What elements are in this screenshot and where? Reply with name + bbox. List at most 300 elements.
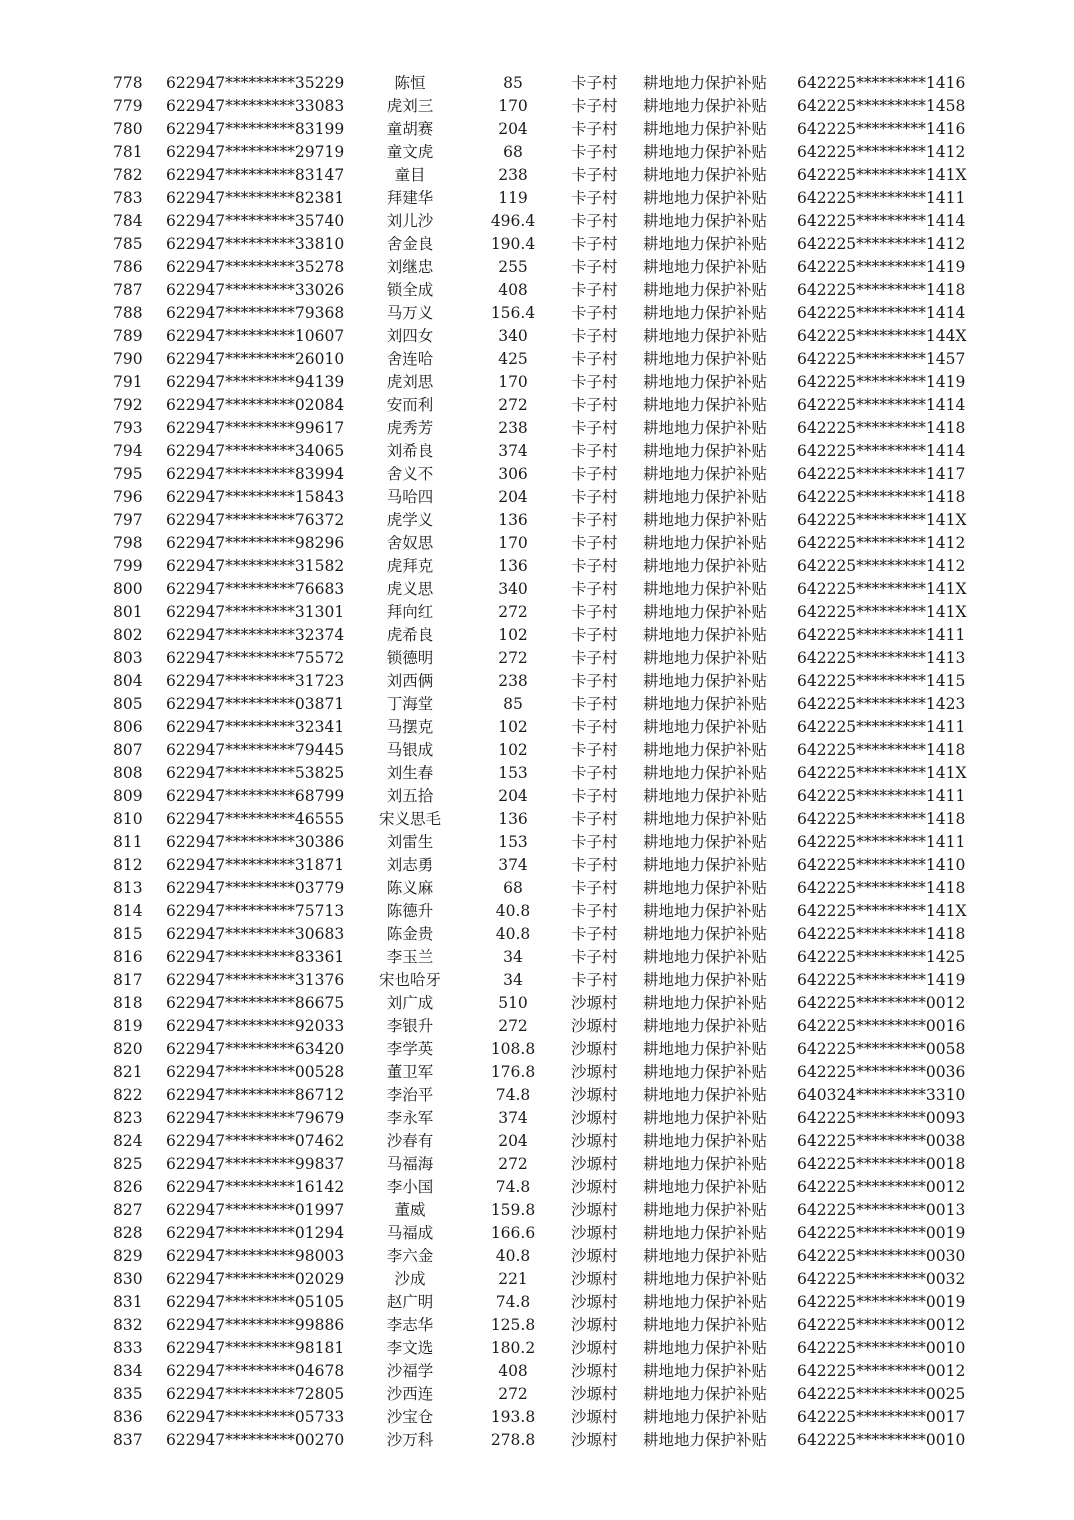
row-number: 783 xyxy=(113,189,143,207)
subsidy-type: 耕地地力保护补贴 xyxy=(643,1408,768,1426)
subsidy-amount: 166.6 xyxy=(490,1224,536,1242)
table-row xyxy=(0,693,1074,716)
subsidy-type: 耕地地力保护补贴 xyxy=(643,879,768,897)
subsidy-amount: 374 xyxy=(498,856,528,874)
village-name: 沙塬村 xyxy=(571,1040,618,1058)
village-name: 卡子村 xyxy=(571,304,618,322)
account-number: 622947*********03779 xyxy=(166,879,345,897)
row-number: 789 xyxy=(113,327,143,345)
person-name: 虎刘思 xyxy=(386,373,434,391)
person-name: 刘儿沙 xyxy=(386,212,434,230)
village-name: 沙塬村 xyxy=(571,1109,618,1127)
person-name: 刘志勇 xyxy=(386,856,434,874)
row-number: 779 xyxy=(113,97,143,115)
table-row xyxy=(0,1222,1074,1245)
village-name: 卡子村 xyxy=(571,396,618,414)
id-number: 642225*********1414 xyxy=(797,304,966,322)
subsidy-amount: 170 xyxy=(498,97,528,115)
account-number: 622947*********99886 xyxy=(166,1316,345,1334)
person-name: 李治平 xyxy=(386,1086,434,1104)
subsidy-amount: 102 xyxy=(498,718,528,736)
table-row xyxy=(0,1337,1074,1360)
subsidy-type: 耕地地力保护补贴 xyxy=(643,948,768,966)
account-number: 622947*********79679 xyxy=(166,1109,345,1127)
subsidy-type: 耕地地力保护补贴 xyxy=(643,1270,768,1288)
row-number: 821 xyxy=(113,1063,143,1081)
id-number: 642225*********1411 xyxy=(797,718,966,736)
subsidy-type: 耕地地力保护补贴 xyxy=(643,212,768,230)
subsidy-amount: 272 xyxy=(498,603,528,621)
account-number: 622947*********83199 xyxy=(166,120,345,138)
id-number: 642225*********0012 xyxy=(797,1362,966,1380)
row-number: 788 xyxy=(113,304,143,322)
person-name: 沙成 xyxy=(394,1270,426,1288)
id-number: 642225*********0038 xyxy=(797,1132,966,1150)
subsidy-type: 耕地地力保护补贴 xyxy=(643,1201,768,1219)
account-number: 622947*********98296 xyxy=(166,534,345,552)
subsidy-type: 耕地地力保护补贴 xyxy=(643,810,768,828)
account-number: 622947*********46555 xyxy=(166,810,345,828)
id-number: 642225*********1416 xyxy=(797,74,966,92)
village-name: 卡子村 xyxy=(571,580,618,598)
person-name: 虎学义 xyxy=(386,511,434,529)
village-name: 卡子村 xyxy=(571,189,618,207)
village-name: 卡子村 xyxy=(571,902,618,920)
id-number: 642225*********0017 xyxy=(797,1408,966,1426)
person-name: 宋也哈牙 xyxy=(378,971,441,989)
account-number: 622947*********30683 xyxy=(166,925,345,943)
account-number: 622947*********31301 xyxy=(166,603,345,621)
table-row xyxy=(0,624,1074,647)
account-number: 622947*********76683 xyxy=(166,580,345,598)
subsidy-amount: 119 xyxy=(498,189,528,207)
subsidy-amount: 74.8 xyxy=(495,1293,531,1311)
subsidy-amount: 204 xyxy=(498,120,528,138)
account-number: 622947*********31723 xyxy=(166,672,345,690)
subsidy-type: 耕地地力保护补贴 xyxy=(643,511,768,529)
village-name: 沙塬村 xyxy=(571,1408,618,1426)
account-number: 622947*********83994 xyxy=(166,465,345,483)
id-number: 642225*********1412 xyxy=(797,235,966,253)
account-number: 622947*********31582 xyxy=(166,557,345,575)
table-row xyxy=(0,716,1074,739)
person-name: 拜建华 xyxy=(386,189,434,207)
table-row xyxy=(0,95,1074,118)
village-name: 卡子村 xyxy=(571,373,618,391)
subsidy-type: 耕地地力保护补贴 xyxy=(643,764,768,782)
subsidy-amount: 238 xyxy=(498,672,528,690)
subsidy-amount: 255 xyxy=(498,258,528,276)
table-row xyxy=(0,233,1074,256)
person-name: 董卫军 xyxy=(386,1063,434,1081)
table-row xyxy=(0,1406,1074,1429)
person-name: 陈金贵 xyxy=(386,925,434,943)
table-row xyxy=(0,601,1074,624)
subsidy-type: 耕地地力保护补贴 xyxy=(643,350,768,368)
row-number: 812 xyxy=(113,856,143,874)
account-number: 622947*********31871 xyxy=(166,856,345,874)
id-number: 642225*********1418 xyxy=(797,810,966,828)
village-name: 卡子村 xyxy=(571,74,618,92)
person-name: 舍金良 xyxy=(386,235,434,253)
table-row xyxy=(0,1038,1074,1061)
subsidy-type: 耕地地力保护补贴 xyxy=(643,1224,768,1242)
subsidy-amount: 496.4 xyxy=(490,212,536,230)
subsidy-amount: 170 xyxy=(498,534,528,552)
village-name: 卡子村 xyxy=(571,672,618,690)
person-name: 赵广明 xyxy=(386,1293,434,1311)
subsidy-amount: 374 xyxy=(498,442,528,460)
village-name: 卡子村 xyxy=(571,212,618,230)
village-name: 沙塬村 xyxy=(571,1224,618,1242)
id-number: 642225*********0013 xyxy=(797,1201,966,1219)
row-number: 805 xyxy=(113,695,143,713)
account-number: 622947*********16142 xyxy=(166,1178,345,1196)
subsidy-amount: 85 xyxy=(503,74,523,92)
row-number: 797 xyxy=(113,511,143,529)
row-number: 814 xyxy=(113,902,143,920)
id-number: 642225*********1415 xyxy=(797,672,966,690)
subsidy-type: 耕地地力保护补贴 xyxy=(643,672,768,690)
subsidy-amount: 136 xyxy=(498,557,528,575)
id-number: 642225*********144X xyxy=(797,327,967,345)
table-row xyxy=(0,946,1074,969)
account-number: 622947*********33083 xyxy=(166,97,345,115)
row-number: 803 xyxy=(113,649,143,667)
id-number: 642225*********1417 xyxy=(797,465,966,483)
subsidy-amount: 190.4 xyxy=(490,235,536,253)
subsidy-type: 耕地地力保护补贴 xyxy=(643,396,768,414)
subsidy-amount: 272 xyxy=(498,1385,528,1403)
village-name: 卡子村 xyxy=(571,971,618,989)
person-name: 马摆克 xyxy=(386,718,434,736)
table-row xyxy=(0,739,1074,762)
person-name: 马哈四 xyxy=(386,488,434,506)
subsidy-amount: 340 xyxy=(498,327,528,345)
account-number: 622947*********32341 xyxy=(166,718,345,736)
table-row xyxy=(0,762,1074,785)
table-row xyxy=(0,1153,1074,1176)
table-row xyxy=(0,440,1074,463)
table-row xyxy=(0,256,1074,279)
table-row xyxy=(0,279,1074,302)
row-number: 778 xyxy=(113,74,143,92)
village-name: 沙塬村 xyxy=(571,1339,618,1357)
subsidy-type: 耕地地力保护补贴 xyxy=(643,1017,768,1035)
account-number: 622947*********86712 xyxy=(166,1086,345,1104)
id-number: 642225*********0016 xyxy=(797,1017,966,1035)
account-number: 622947*********05105 xyxy=(166,1293,345,1311)
subsidy-type: 耕地地力保护补贴 xyxy=(643,1063,768,1081)
row-number: 815 xyxy=(113,925,143,943)
subsidy-amount: 153 xyxy=(498,833,528,851)
id-number: 642225*********1410 xyxy=(797,856,966,874)
subsidy-type: 耕地地力保护补贴 xyxy=(643,718,768,736)
subsidy-amount: 68 xyxy=(503,143,523,161)
row-number: 792 xyxy=(113,396,143,414)
subsidy-type: 耕地地力保护补贴 xyxy=(643,603,768,621)
account-number: 622947*********03871 xyxy=(166,695,345,713)
table-row xyxy=(0,1015,1074,1038)
village-name: 卡子村 xyxy=(571,764,618,782)
row-number: 796 xyxy=(113,488,143,506)
id-number: 642225*********141X xyxy=(797,902,967,920)
account-number: 622947*********04678 xyxy=(166,1362,345,1380)
person-name: 锁德明 xyxy=(386,649,434,667)
row-number: 834 xyxy=(113,1362,143,1380)
row-number: 820 xyxy=(113,1040,143,1058)
account-number: 622947*********15843 xyxy=(166,488,345,506)
row-number: 832 xyxy=(113,1316,143,1334)
account-number: 622947*********10607 xyxy=(166,327,345,345)
subsidy-type: 耕地地力保护补贴 xyxy=(643,994,768,1012)
subsidy-type: 耕地地力保护补贴 xyxy=(643,373,768,391)
account-number: 622947*********01294 xyxy=(166,1224,345,1242)
village-name: 沙塬村 xyxy=(571,1362,618,1380)
village-name: 卡子村 xyxy=(571,258,618,276)
table-row xyxy=(0,1176,1074,1199)
village-name: 沙塬村 xyxy=(571,1316,618,1334)
village-name: 卡子村 xyxy=(571,810,618,828)
subsidy-type: 耕地地力保护补贴 xyxy=(643,1109,768,1127)
row-number: 800 xyxy=(113,580,143,598)
row-number: 802 xyxy=(113,626,143,644)
table-row xyxy=(0,302,1074,325)
account-number: 622947*********00528 xyxy=(166,1063,345,1081)
person-name: 舍奴思 xyxy=(386,534,434,552)
subsidy-amount: 408 xyxy=(498,1362,528,1380)
person-name: 沙宝仓 xyxy=(386,1408,434,1426)
person-name: 刘继忠 xyxy=(386,258,434,276)
subsidy-table xyxy=(0,72,1074,1452)
village-name: 卡子村 xyxy=(571,327,618,345)
village-name: 卡子村 xyxy=(571,856,618,874)
person-name: 李小国 xyxy=(386,1178,434,1196)
subsidy-amount: 136 xyxy=(498,810,528,828)
row-number: 809 xyxy=(113,787,143,805)
row-number: 784 xyxy=(113,212,143,230)
table-row xyxy=(0,325,1074,348)
village-name: 卡子村 xyxy=(571,695,618,713)
id-number: 642225*********1425 xyxy=(797,948,966,966)
subsidy-type: 耕地地力保护补贴 xyxy=(643,1293,768,1311)
table-row xyxy=(0,1383,1074,1406)
account-number: 622947*********75572 xyxy=(166,649,345,667)
account-number: 622947*********02084 xyxy=(166,396,345,414)
id-number: 642225*********0010 xyxy=(797,1339,966,1357)
table-row xyxy=(0,1429,1074,1452)
subsidy-type: 耕地地力保护补贴 xyxy=(643,1431,768,1449)
row-number: 828 xyxy=(113,1224,143,1242)
subsidy-type: 耕地地力保护补贴 xyxy=(643,488,768,506)
person-name: 虎拜克 xyxy=(386,557,434,575)
subsidy-type: 耕地地力保护补贴 xyxy=(643,166,768,184)
subsidy-amount: 204 xyxy=(498,488,528,506)
id-number: 642225*********0012 xyxy=(797,1178,966,1196)
person-name: 李志华 xyxy=(386,1316,434,1334)
person-name: 拜向红 xyxy=(386,603,434,621)
account-number: 622947*********79445 xyxy=(166,741,345,759)
person-name: 童胡赛 xyxy=(386,120,434,138)
village-name: 卡子村 xyxy=(571,557,618,575)
table-row xyxy=(0,348,1074,371)
village-name: 沙塬村 xyxy=(571,1086,618,1104)
id-number: 642225*********0018 xyxy=(797,1155,966,1173)
village-name: 沙塬村 xyxy=(571,1385,618,1403)
subsidy-type: 耕地地力保护补贴 xyxy=(643,626,768,644)
account-number: 622947*********30386 xyxy=(166,833,345,851)
person-name: 虎义思 xyxy=(386,580,434,598)
person-name: 马福海 xyxy=(386,1155,434,1173)
subsidy-amount: 74.8 xyxy=(495,1086,531,1104)
row-number: 807 xyxy=(113,741,143,759)
row-number: 819 xyxy=(113,1017,143,1035)
account-number: 622947*********82381 xyxy=(166,189,345,207)
subsidy-amount: 34 xyxy=(503,971,523,989)
row-number: 829 xyxy=(113,1247,143,1265)
row-number: 818 xyxy=(113,994,143,1012)
person-name: 宋义思毛 xyxy=(378,810,441,828)
account-number: 622947*********63420 xyxy=(166,1040,345,1058)
table-row xyxy=(0,1084,1074,1107)
subsidy-amount: 40.8 xyxy=(495,925,531,943)
person-name: 舍连哈 xyxy=(386,350,434,368)
id-number: 642225*********0019 xyxy=(797,1224,966,1242)
village-name: 卡子村 xyxy=(571,235,618,253)
subsidy-amount: 272 xyxy=(498,1017,528,1035)
person-name: 陈德升 xyxy=(386,902,434,920)
id-number: 642225*********1411 xyxy=(797,787,966,805)
subsidy-amount: 238 xyxy=(498,166,528,184)
row-number: 817 xyxy=(113,971,143,989)
person-name: 陈义麻 xyxy=(386,879,434,897)
id-number: 642225*********1412 xyxy=(797,534,966,552)
table-row xyxy=(0,877,1074,900)
row-number: 790 xyxy=(113,350,143,368)
table-row xyxy=(0,831,1074,854)
subsidy-amount: 34 xyxy=(503,948,523,966)
account-number: 622947*********72805 xyxy=(166,1385,345,1403)
account-number: 622947*********02029 xyxy=(166,1270,345,1288)
subsidy-amount: 40.8 xyxy=(495,1247,531,1265)
subsidy-type: 耕地地力保护补贴 xyxy=(643,1362,768,1380)
id-number: 642225*********0010 xyxy=(797,1431,966,1449)
id-number: 642225*********141X xyxy=(797,511,967,529)
subsidy-amount: 510 xyxy=(498,994,528,1012)
id-number: 642225*********1419 xyxy=(797,258,966,276)
id-number: 642225*********1411 xyxy=(797,626,966,644)
account-number: 622947*********00270 xyxy=(166,1431,345,1449)
person-name: 沙福学 xyxy=(386,1362,434,1380)
village-name: 卡子村 xyxy=(571,350,618,368)
row-number: 831 xyxy=(113,1293,143,1311)
subsidy-amount: 170 xyxy=(498,373,528,391)
id-number: 642225*********1418 xyxy=(797,925,966,943)
person-name: 马银成 xyxy=(386,741,434,759)
account-number: 622947*********33810 xyxy=(166,235,345,253)
row-number: 804 xyxy=(113,672,143,690)
subsidy-type: 耕地地力保护补贴 xyxy=(643,1040,768,1058)
person-name: 安而利 xyxy=(386,396,434,414)
village-name: 卡子村 xyxy=(571,120,618,138)
row-number: 810 xyxy=(113,810,143,828)
person-name: 虎刘三 xyxy=(386,97,434,115)
id-number: 642225*********0025 xyxy=(797,1385,966,1403)
table-row xyxy=(0,371,1074,394)
village-name: 卡子村 xyxy=(571,741,618,759)
subsidy-type: 耕地地力保护补贴 xyxy=(643,1385,768,1403)
subsidy-amount: 125.8 xyxy=(490,1316,536,1334)
subsidy-type: 耕地地力保护补贴 xyxy=(643,902,768,920)
row-number: 780 xyxy=(113,120,143,138)
row-number: 798 xyxy=(113,534,143,552)
id-number: 642225*********1418 xyxy=(797,488,966,506)
account-number: 622947*********68799 xyxy=(166,787,345,805)
id-number: 642225*********0012 xyxy=(797,1316,966,1334)
row-number: 794 xyxy=(113,442,143,460)
person-name: 陈恒 xyxy=(394,74,426,92)
account-number: 622947*********29719 xyxy=(166,143,345,161)
table-row xyxy=(0,1360,1074,1383)
person-name: 刘四女 xyxy=(386,327,434,345)
subsidy-type: 耕地地力保护补贴 xyxy=(643,557,768,575)
table-row xyxy=(0,670,1074,693)
account-number: 622947*********92033 xyxy=(166,1017,345,1035)
row-number: 813 xyxy=(113,879,143,897)
subsidy-amount: 85 xyxy=(503,695,523,713)
village-name: 卡子村 xyxy=(571,143,618,161)
subsidy-type: 耕地地力保护补贴 xyxy=(643,787,768,805)
village-name: 卡子村 xyxy=(571,419,618,437)
person-name: 李六金 xyxy=(386,1247,434,1265)
id-number: 642225*********0030 xyxy=(797,1247,966,1265)
subsidy-amount: 102 xyxy=(498,741,528,759)
table-row xyxy=(0,417,1074,440)
account-number: 622947*********35278 xyxy=(166,258,345,276)
village-name: 卡子村 xyxy=(571,488,618,506)
subsidy-amount: 153 xyxy=(498,764,528,782)
account-number: 622947*********94139 xyxy=(166,373,345,391)
account-number: 622947*********99617 xyxy=(166,419,345,437)
table-row xyxy=(0,854,1074,877)
account-number: 622947*********31376 xyxy=(166,971,345,989)
id-number: 642225*********1457 xyxy=(797,350,966,368)
person-name: 丁海堂 xyxy=(386,695,434,713)
row-number: 781 xyxy=(113,143,143,161)
table-row xyxy=(0,1107,1074,1130)
table-row xyxy=(0,164,1074,187)
person-name: 董威 xyxy=(394,1201,426,1219)
account-number: 622947*********33026 xyxy=(166,281,345,299)
subsidy-type: 耕地地力保护补贴 xyxy=(643,1132,768,1150)
account-number: 622947*********98003 xyxy=(166,1247,345,1265)
table-row xyxy=(0,394,1074,417)
subsidy-amount: 204 xyxy=(498,787,528,805)
id-number: 642225*********0036 xyxy=(797,1063,966,1081)
id-number: 642225*********1414 xyxy=(797,442,966,460)
village-name: 卡子村 xyxy=(571,649,618,667)
subsidy-type: 耕地地力保护补贴 xyxy=(643,143,768,161)
account-number: 622947*********99837 xyxy=(166,1155,345,1173)
table-row xyxy=(0,463,1074,486)
subsidy-type: 耕地地力保护补贴 xyxy=(643,442,768,460)
person-name: 沙万科 xyxy=(386,1431,434,1449)
table-row xyxy=(0,187,1074,210)
subsidy-type: 耕地地力保护补贴 xyxy=(643,97,768,115)
subsidy-type: 耕地地力保护补贴 xyxy=(643,1155,768,1173)
account-number: 622947*********32374 xyxy=(166,626,345,644)
village-name: 卡子村 xyxy=(571,166,618,184)
